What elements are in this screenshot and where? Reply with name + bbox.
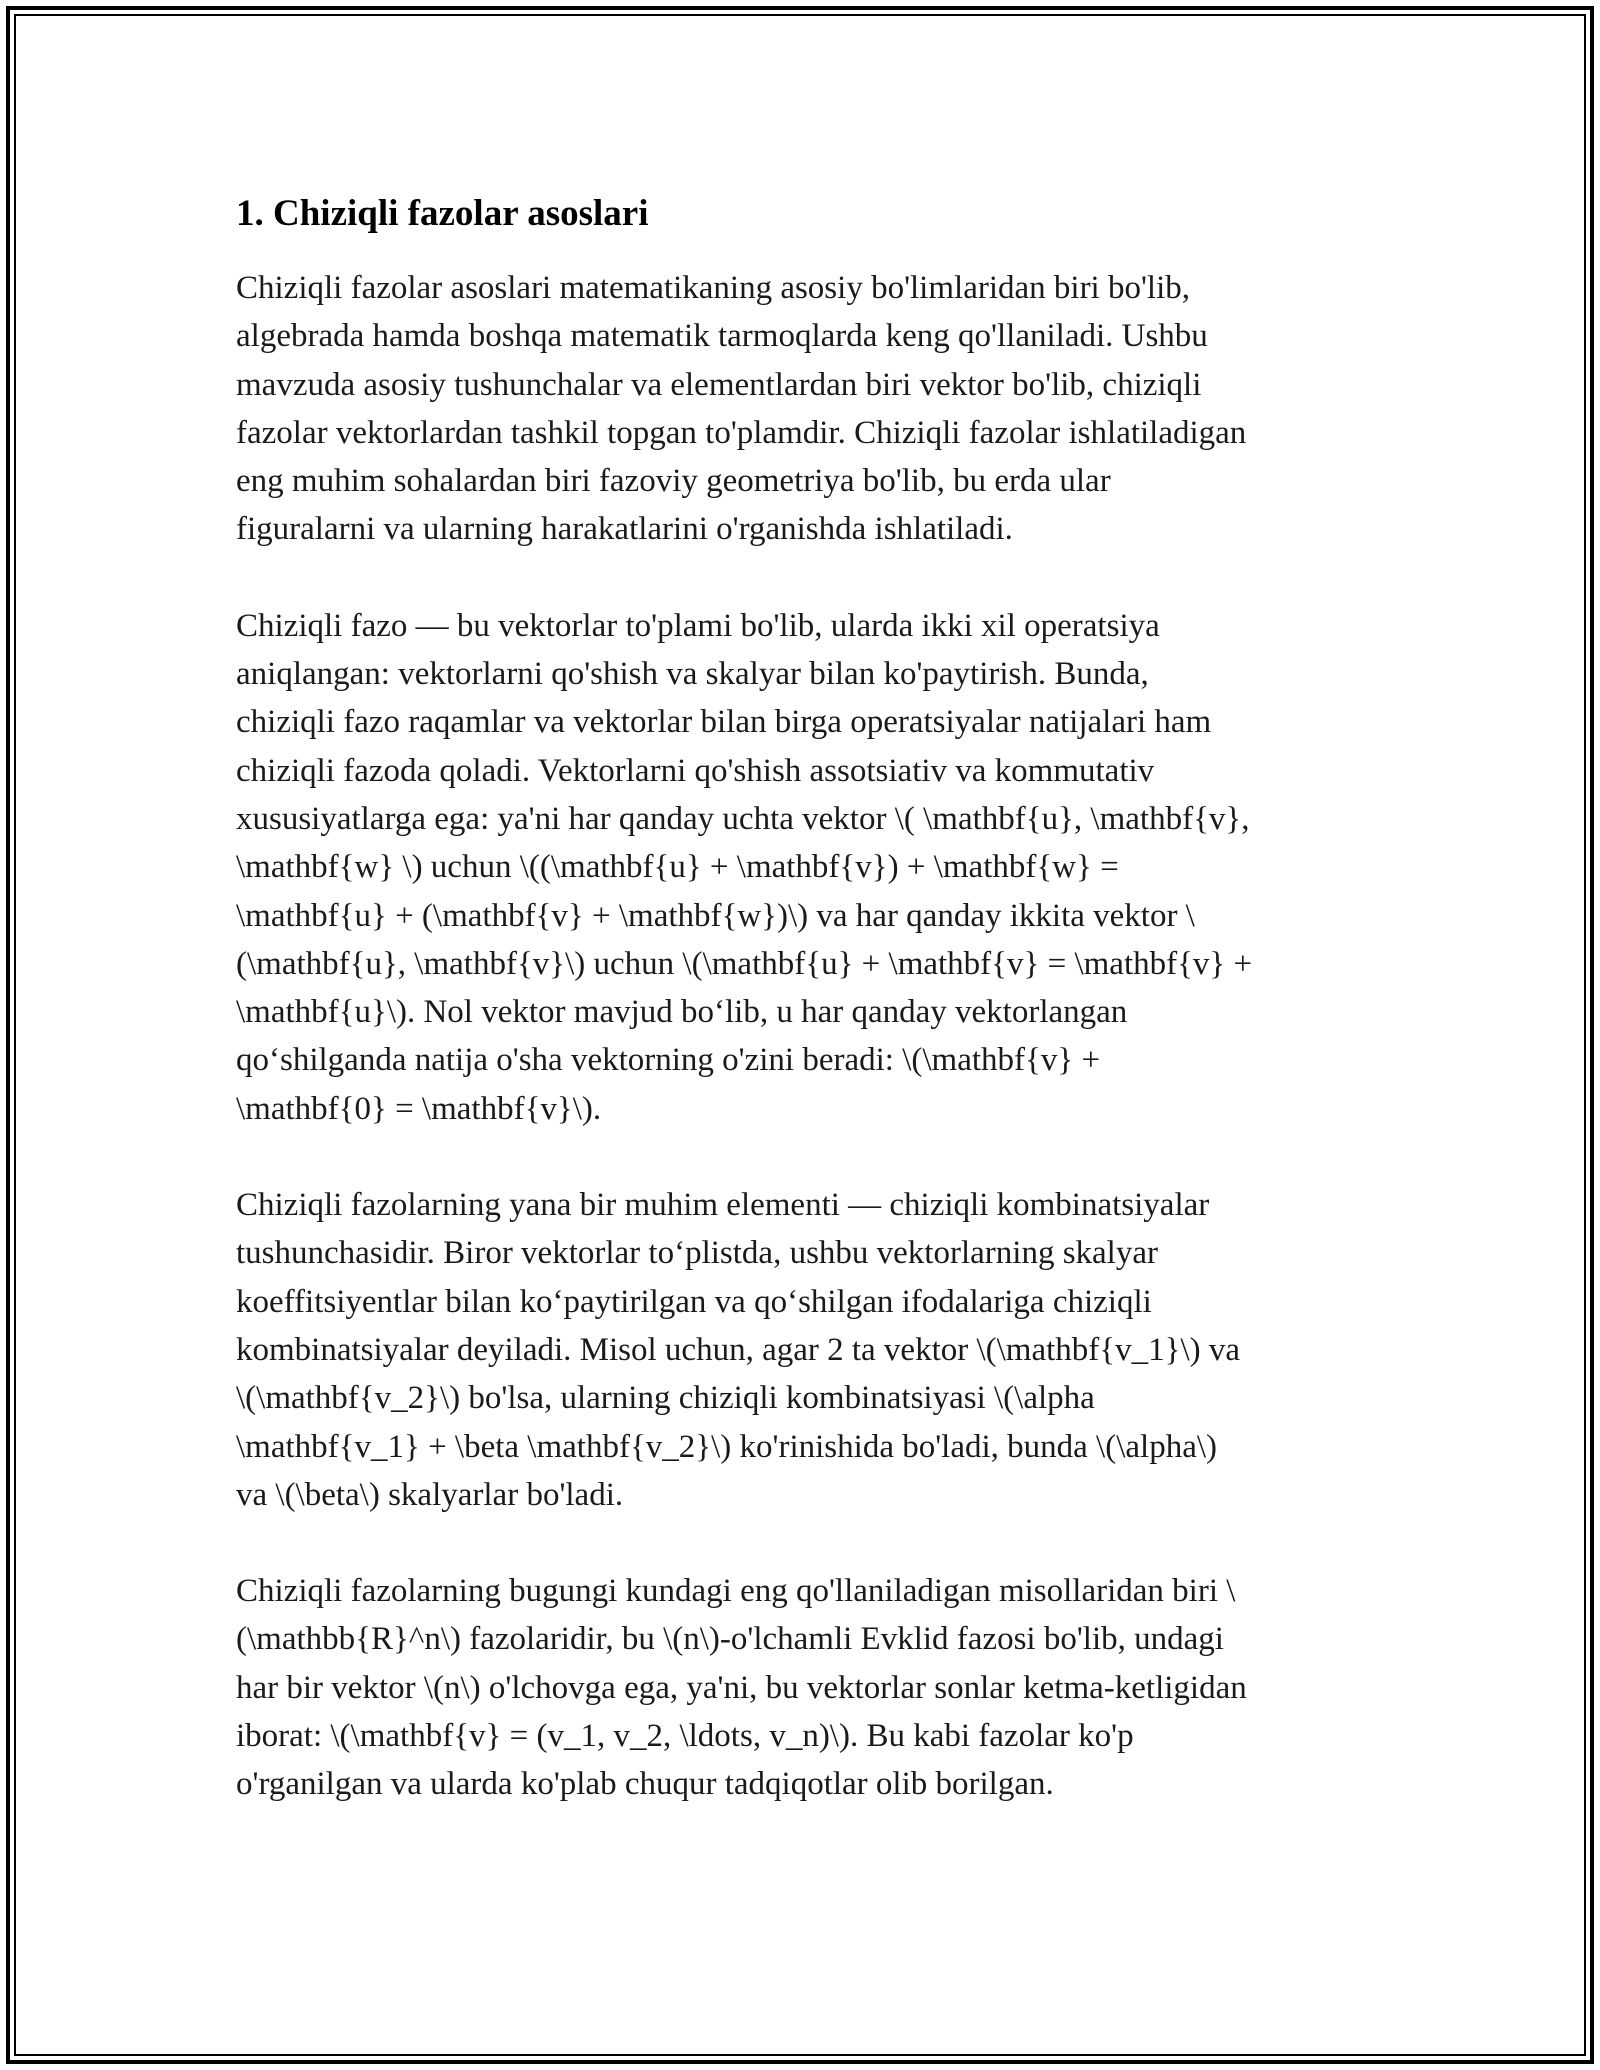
paragraph-linear-combinations: Chiziqli fazolarning yana bir muhim elementi — chiziqli kombinatsiyalar tushunchasidir. Biror vektorlar to‘plistda, ushbu vektorlarning skalyar koeffitsiyentlar bilan ko‘paytirilgan va qo‘shilgan ifodalariga chiziqli kombinatsiyalar deyiladi. Misol uchun, agar 2 ta vektor \(\mathbf{v_1}\) va \(\mathbf{v_2}\) bo'lsa, ularning chiziqli kombinatsiyasi \(\alpha \mathbf{v_1} + \beta \mathbf{v_2}\) ko'rinishida bo'ladi, bunda \(\alpha\) va \(\beta\) skalyarlar bo'ladi. xyxy=(236,1187,1241,1513)
document-body xyxy=(236,186,1376,1857)
paragraph-vector-space-definition: Chiziqli fazo — bu vektorlar to'plami bo'lib, ularda ikki xil operatsiya aniqlangan: vektorlarni qo'shish va skalyar bilan ko'paytirish. Bunda, chiziqli fazo raqamlar va vektorlar bilan birga operatsiyalar natijalari ham chiziqli fazoda qoladi. Vektorlarni qo'shish assotsiativ va kommutativ xususiyatlarga ega: ya'ni har qanday uchta vektor \( \mathbf{u}, \mathbf{v}, \mathbf{w} \) uchun \((\mathbf{u} + \mathbf{v}) + \mathbf{w} = \mathbf{u} + (\mathbf{v} + \mathbf{w})\) va har qanday ikkita vektor \ (\mathbf{u}, \mathbf{v}\) uchun \(\mathbf{u} + \mathbf{v} = \mathbf{v} + \mathbf{u}\). Nol vektor mavjud bo‘lib, u har qanday vektorlangan qo‘shilganda natija o'sha vektorning o'zini beradi: \(\mathbf{v} + \mathbf{0} = \mathbf{v}\). xyxy=(236,607,1253,1127)
section-heading: 1. Chiziqli fazolar asoslari xyxy=(236,193,649,234)
paragraph-intro: Chiziqli fazolar asoslari matematikaning asosiy bo'limlaridan biri bo'lib, algebrada hamda boshqa matematik tarmoqlarda keng qo'llaniladi. Ushbu mavzuda asosiy tushunchalar va elementlardan biri vektor bo'lib, chiziqli fazolar vektorlardan tashkil topgan to'plamdir. Chiziqli fazolar ishlatiladigan eng muhim sohalardan biri fazoviy geometriya bo'lib, bu erda ular figuralarni va ularning harakatlarini o'rganishda ishlatiladi. xyxy=(236,270,1247,548)
paragraph-euclidean-space: Chiziqli fazolarning bugungi kundagi eng qo'llaniladigan misollaridan biri \ (\mathbb{R}^n\) fazolaridir, bu \(n\)-o'lchamli Evklid fazosi bo'lib, undagi har bir vektor \(n\) o'lchovga ega, ya'ni, bu vektorlar sonlar ketma-ketligidan iborat: \(\mathbf{v} = (v_1, v_2, \ldots, v_n)\). Bu kabi fazolar ko'p o'rganilgan va ularda ko'plab chuqur tadqiqotlar olib borilgan. xyxy=(236,1573,1247,1803)
